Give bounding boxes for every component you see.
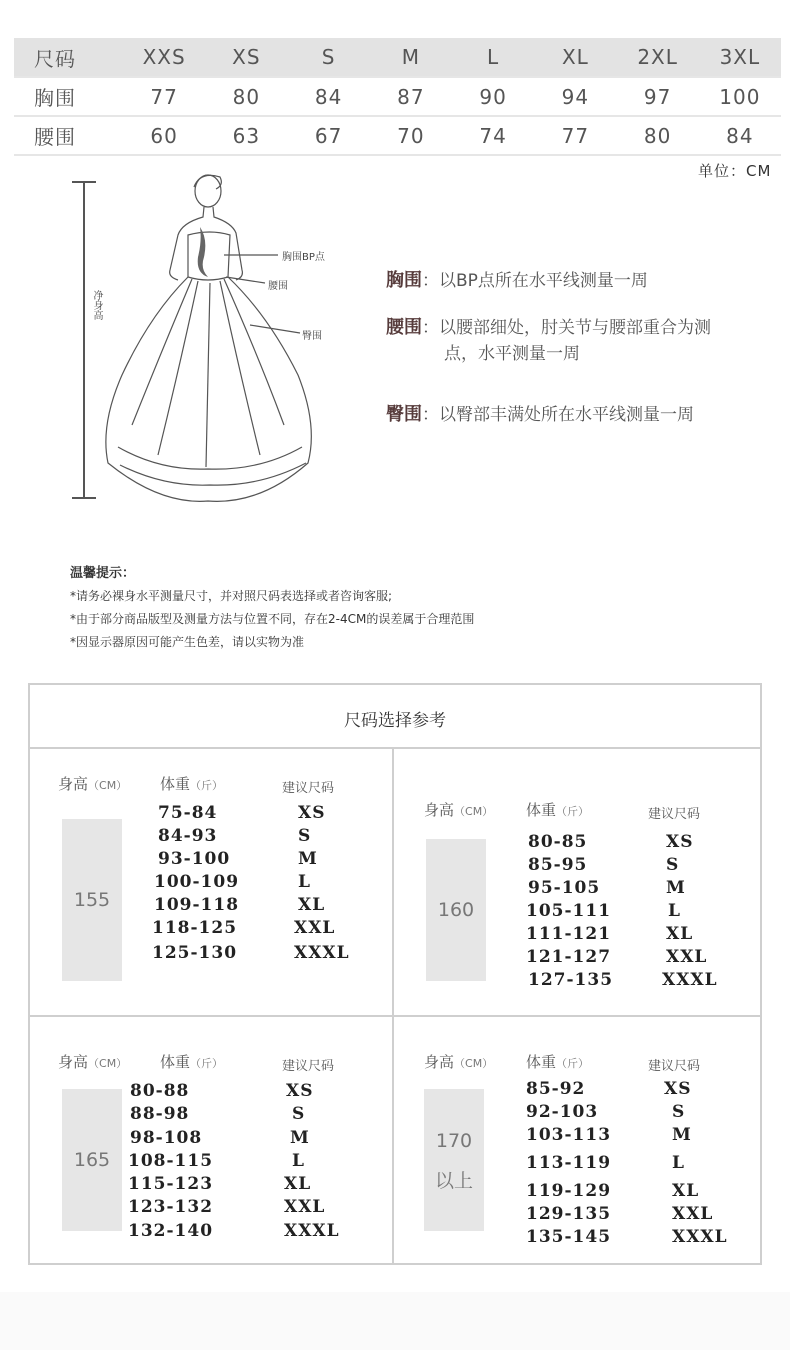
- table-row: 80-88 XS: [130, 1081, 314, 1101]
- table-row: 135-145 XXXL: [526, 1227, 728, 1247]
- weight-header: 体重（斤）: [526, 801, 590, 819]
- table-row: 129-135 XXL: [526, 1204, 714, 1224]
- tip-item: *因显示器原因可能产生色差，请以实物为准: [70, 635, 305, 649]
- height-value-box: 165: [62, 1089, 122, 1231]
- hip-measure: 臀围：以臀部丰满处所在水平线测量一周: [386, 404, 694, 425]
- hip-figure-label: 臀围: [302, 331, 322, 342]
- table-cell: 3XL: [699, 38, 781, 77]
- size-header: 建议尺码: [282, 1059, 335, 1074]
- table-cell: 94: [534, 77, 616, 116]
- table-row: 127-135 XXXL: [528, 970, 718, 990]
- size-header: 建议尺码: [648, 1059, 701, 1074]
- table-row: 85-92 XS: [526, 1079, 692, 1099]
- waist-measure-text: 以腰部细处，肘关节与腰部重合为测: [439, 318, 711, 338]
- table-row: 125-130 XXXL: [152, 943, 350, 963]
- height-value-suffix: 以上: [434, 1170, 473, 1192]
- table-cell: L: [452, 38, 534, 77]
- waist-figure-label: 腰围: [268, 281, 288, 292]
- table-row: 84-93 S: [158, 826, 312, 846]
- table-cell: 70: [370, 116, 452, 155]
- size-header: 建议尺码: [648, 807, 701, 822]
- tips-section: [70, 562, 474, 654]
- tip-item: *由于部分商品版型及测量方法与位置不同，存在2-4CM的误差属于合理范围: [70, 612, 475, 626]
- table-row: 100-109 L: [154, 872, 311, 892]
- height-value-box: 155: [62, 819, 122, 981]
- table-row: 132-140 XXXL: [128, 1221, 340, 1241]
- chest-measure-text: 以BP点所在水平线测量一周: [439, 271, 648, 291]
- table-row: 95-105 M: [528, 878, 686, 898]
- waist-measure-label: 腰围: [386, 317, 422, 338]
- dress-figure-illustration: [60, 165, 380, 515]
- table-cell: 80: [205, 77, 287, 116]
- table-cell: 97: [617, 77, 699, 116]
- reference-group-160: [394, 749, 762, 1015]
- height-value-box: 160: [426, 839, 486, 981]
- table-row: 105-111 L: [526, 901, 681, 921]
- height-header: 身高（CM）: [58, 775, 128, 793]
- table-row: 111-121 XL: [526, 924, 694, 944]
- table-cell: 腰围: [14, 116, 123, 155]
- table-cell: 胸围: [14, 77, 123, 116]
- table-cell: 80: [617, 116, 699, 155]
- table-row: [14, 77, 781, 116]
- table-row: 88-98 S: [130, 1104, 306, 1124]
- weight-header: 体重（斤）: [160, 1053, 224, 1071]
- table-row: 115-123 XL: [128, 1174, 312, 1194]
- bp-label: 胸围BP点: [282, 252, 325, 263]
- table-cell: XL: [534, 38, 616, 77]
- tip-item: *请务必裸身水平测量尺寸，并对照尺码表选择或者咨询客服;: [70, 589, 393, 603]
- table-cell: 84: [699, 116, 781, 155]
- table-cell: 63: [205, 116, 287, 155]
- table-row: 118-125 XXL: [152, 918, 336, 938]
- table-cell: 87: [370, 77, 452, 116]
- table-cell: XS: [205, 38, 287, 77]
- height-header: 身高（CM）: [58, 1053, 128, 1071]
- waist-measure: 腰围：以腰部细处，肘关节与腰部重合为测: [386, 317, 711, 338]
- waist-measure-line2: 点，水平测量一周: [444, 344, 580, 364]
- reference-group-165: [30, 1017, 392, 1265]
- table-row: 123-132 XXL: [128, 1197, 326, 1217]
- height-label: 净身高: [91, 290, 102, 320]
- footer-band: [0, 1292, 790, 1350]
- table-cell: 尺码: [14, 38, 123, 77]
- tips-title: 温馨提示：: [70, 566, 136, 581]
- table-row: 108-115 L: [128, 1151, 305, 1171]
- table-cell: 74: [452, 116, 534, 155]
- table-row: 119-129 XL: [526, 1181, 700, 1201]
- table-cell: 60: [123, 116, 205, 155]
- table-cell: 77: [534, 116, 616, 155]
- chest-measure-label: 胸围: [386, 270, 422, 291]
- table-row: 80-85 XS: [528, 832, 694, 852]
- height-header: 身高（CM）: [424, 1053, 494, 1071]
- table-cell: S: [288, 38, 370, 77]
- table-cell: 90: [452, 77, 534, 116]
- table-cell: 2XL: [617, 38, 699, 77]
- reference-group-170: [394, 1017, 762, 1265]
- weight-header: 体重（斤）: [160, 775, 224, 793]
- weight-header: 体重（斤）: [526, 1053, 590, 1071]
- height-header: 身高（CM）: [424, 801, 494, 819]
- table-row: 75-84 XS: [158, 803, 326, 823]
- table-row: 85-95 S: [528, 855, 680, 875]
- table-cell: 100: [699, 77, 781, 116]
- size-table: [14, 38, 781, 156]
- table-row: 92-103 S: [526, 1102, 686, 1122]
- height-value-box: [424, 1089, 484, 1231]
- hip-measure-label: 臀围: [386, 404, 422, 425]
- size-table-header: [14, 38, 781, 77]
- table-row: 93-100 M: [158, 849, 318, 869]
- table-row: 121-127 XXL: [526, 947, 708, 967]
- size-reference-title: 尺码选择参考: [30, 685, 760, 749]
- table-row: 113-119 L: [526, 1153, 685, 1173]
- hip-measure-text: 以臀部丰满处所在水平线测量一周: [439, 405, 694, 425]
- size-reference-box: [28, 683, 762, 1265]
- unit-label: 单位：CM: [698, 162, 772, 180]
- table-row: [14, 116, 781, 155]
- table-cell: XXS: [123, 38, 205, 77]
- table-cell: M: [370, 38, 452, 77]
- table-row: 103-113 M: [526, 1125, 692, 1145]
- table-row: 109-118 XL: [154, 895, 326, 915]
- height-value: 170: [435, 1130, 473, 1152]
- table-cell: 67: [288, 116, 370, 155]
- table-cell: 77: [123, 77, 205, 116]
- table-row: 98-108 M: [130, 1128, 310, 1148]
- chest-measure: 胸围：以BP点所在水平线测量一周: [386, 270, 648, 291]
- reference-group-155: [30, 749, 392, 1015]
- size-header: 建议尺码: [282, 781, 335, 796]
- table-cell: 84: [288, 77, 370, 116]
